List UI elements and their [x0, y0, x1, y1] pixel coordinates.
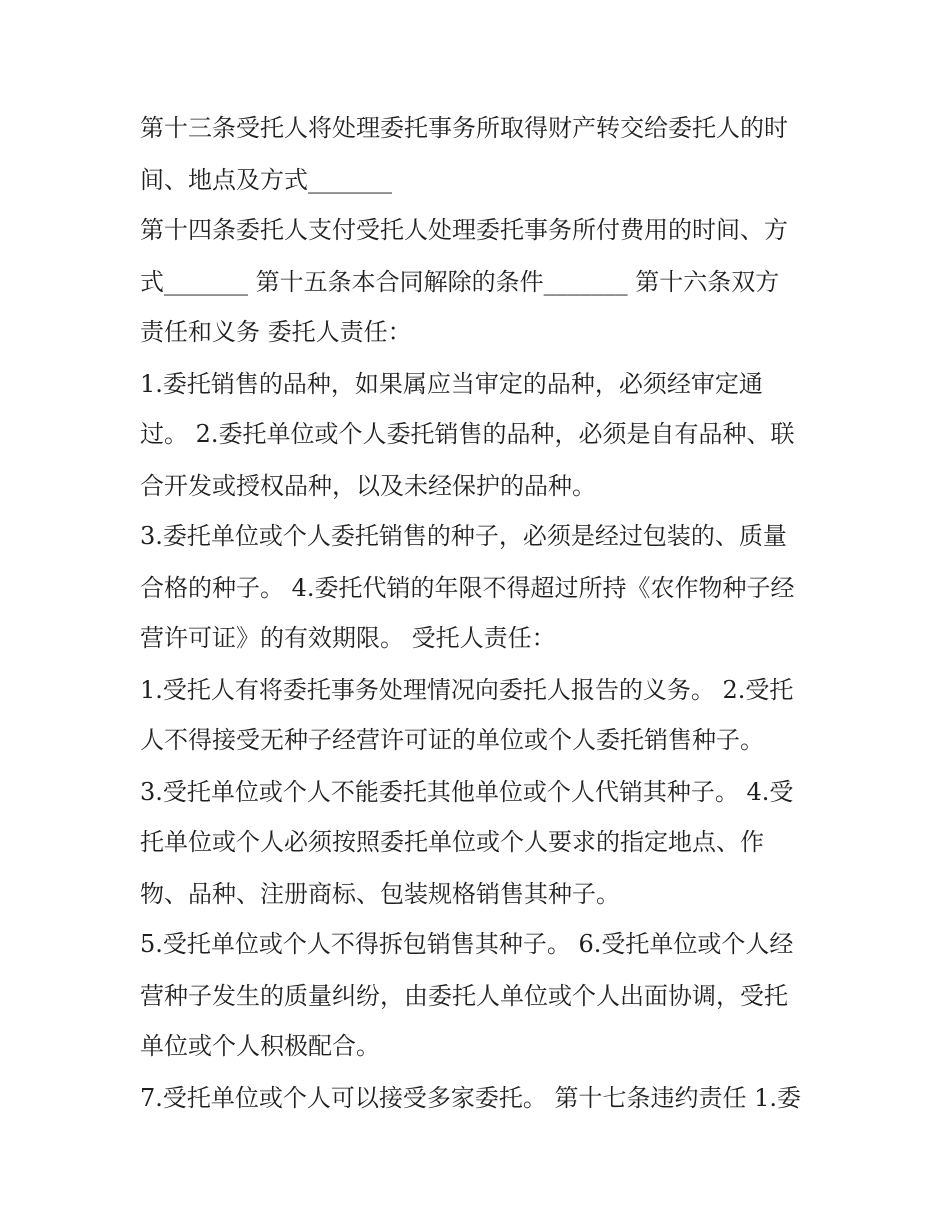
- text-line: 人不得接受无种子经营许可证的单位或个人委托销售种子。: [140, 726, 764, 754]
- text-line: 单位或个人积极配合。: [140, 1032, 380, 1060]
- text-line: 合格的种子。 4.委托代销的年限不得超过所持《农作物种子经: [140, 574, 795, 602]
- text-line: 3.委托单位或个人委托销售的种子，必须是经过包装的、质量: [140, 522, 787, 550]
- text-line: 物、品种、注册商标、包装规格销售其种子。: [140, 880, 620, 908]
- text-line: 7.受托单位或个人可以接受多家委托。 第十七条违约责任 1.委: [140, 1084, 802, 1112]
- text-line: 5.受托单位或个人不得拆包销售其种子。 6.受托单位或个人经: [140, 930, 794, 958]
- text-line: 过。 2.委托单位或个人委托销售的品种，必须是自有品种、联: [140, 420, 795, 448]
- text-line: 式_______ 第十五条本合同解除的条件_______ 第十六条双方: [140, 268, 780, 296]
- text-line: 第十三条受托人将处理委托事务所取得财产转交给委托人的时: [140, 114, 788, 142]
- text-line: 间、地点及方式_______: [140, 166, 392, 194]
- text-line: 托单位或个人必须按照委托单位或个人要求的指定地点、作: [140, 828, 764, 856]
- text-line: 1.委托销售的品种，如果属应当审定的品种，必须经审定通: [140, 370, 763, 398]
- text-line: 1.受托人有将委托事务处理情况向委托人报告的义务。 2.受托: [140, 676, 794, 704]
- text-line: 第十四条委托人支付受托人处理委托事务所付费用的时间、方: [140, 216, 788, 244]
- text-line: 营许可证》的有效期限。 受托人责任：: [140, 624, 556, 652]
- text-line: 营种子发生的质量纠纷，由委托人单位或个人出面协调，受托: [140, 982, 788, 1010]
- text-line: 责任和义务 委托人责任：: [140, 318, 412, 346]
- text-line: 合开发或授权品种，以及未经保护的品种。: [140, 472, 596, 500]
- text-line: 3.受托单位或个人不能委托其他单位或个人代销其种子。 4.受: [140, 778, 794, 806]
